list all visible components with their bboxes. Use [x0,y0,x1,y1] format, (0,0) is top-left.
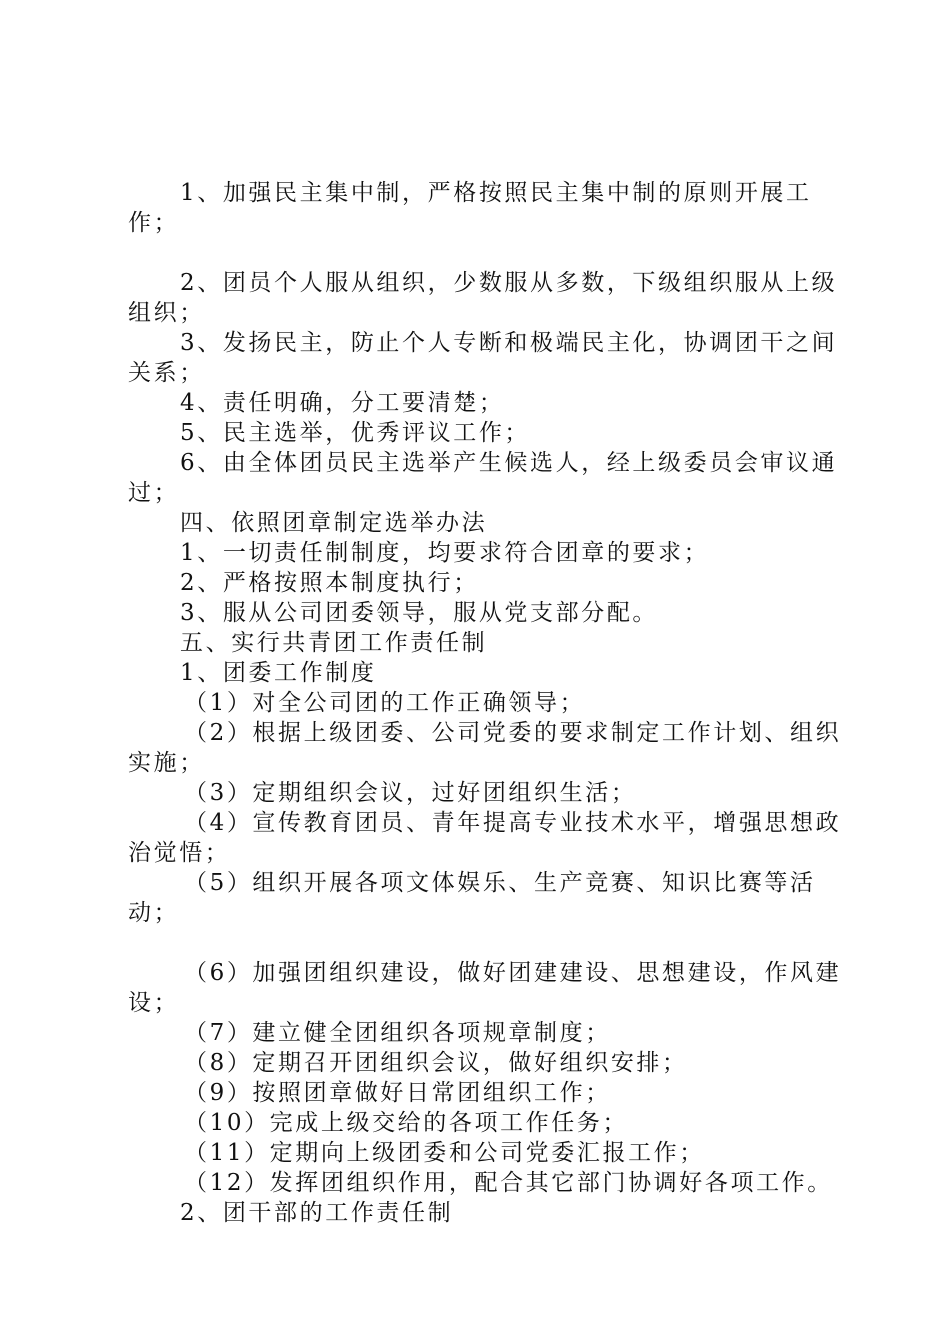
section-heading-5: 五、实行共青团工作责任制 [180,630,488,656]
list-item-1: （1）对全公司团的工作正确领导； [184,690,586,716]
list-item-12: （12）发挥团组织作用，配合其它部门协调好各项工作。 [184,1170,833,1196]
paragraph-9: 2、严格按照本制度执行； [180,570,479,596]
document-body [128,178,844,1228]
paragraph-4: 4、责任明确，分工要清楚； [180,390,505,416]
list-item-8: （8）定期召开团组织会议，做好组织安排； [184,1050,688,1076]
paragraph-3: 3、发扬民主，防止个人专断和极端民主化，协调团干之间关系； [128,330,838,386]
section-heading-4: 四、依照团章制定选举办法 [180,510,488,536]
list-item-3: （3）定期组织会议，过好团组织生活； [184,780,637,806]
paragraph-6: 6、由全体团员民主选举产生候选人，经上级委员会审议通过； [128,450,838,506]
paragraph-2: 2、团员个人服从组织，少数服从多数，下级组织服从上级组织； [128,270,838,326]
list-item-11: （11）定期向上级团委和公司党委汇报工作； [184,1140,705,1166]
paragraph-1: 1、加强民主集中制，严格按照民主集中制的原则开展工作； [128,180,812,236]
paragraph-8: 1、一切责任制制度，均要求符合团章的要求； [180,540,710,566]
list-item-2: （2）根据上级团委、公司党委的要求制定工作计划、组织实施； [128,720,842,776]
list-item-7: （7）建立健全团组织各项规章制度； [184,1020,611,1046]
list-item-5: （5）组织开展各项文体娱乐、生产竞赛、知识比赛等活动； [128,870,816,926]
paragraph-10: 3、服从公司团委领导，服从党支部分配。 [180,600,659,626]
paragraph-5: 5、民主选举，优秀评议工作； [180,420,531,446]
subsection-heading-2: 2、团干部的工作责任制 [180,1200,454,1226]
list-item-4: （4）宣传教育团员、青年提高专业技术水平，增强思想政治觉悟； [128,810,842,866]
subsection-heading-1: 1、团委工作制度 [180,660,377,686]
list-item-10: （10）完成上级交给的各项工作任务； [184,1110,629,1136]
list-item-9: （9）按照团章做好日常团组织工作； [184,1080,611,1106]
list-item-6: （6）加强团组织建设，做好团建建设、思想建设，作风建设； [128,960,842,1016]
